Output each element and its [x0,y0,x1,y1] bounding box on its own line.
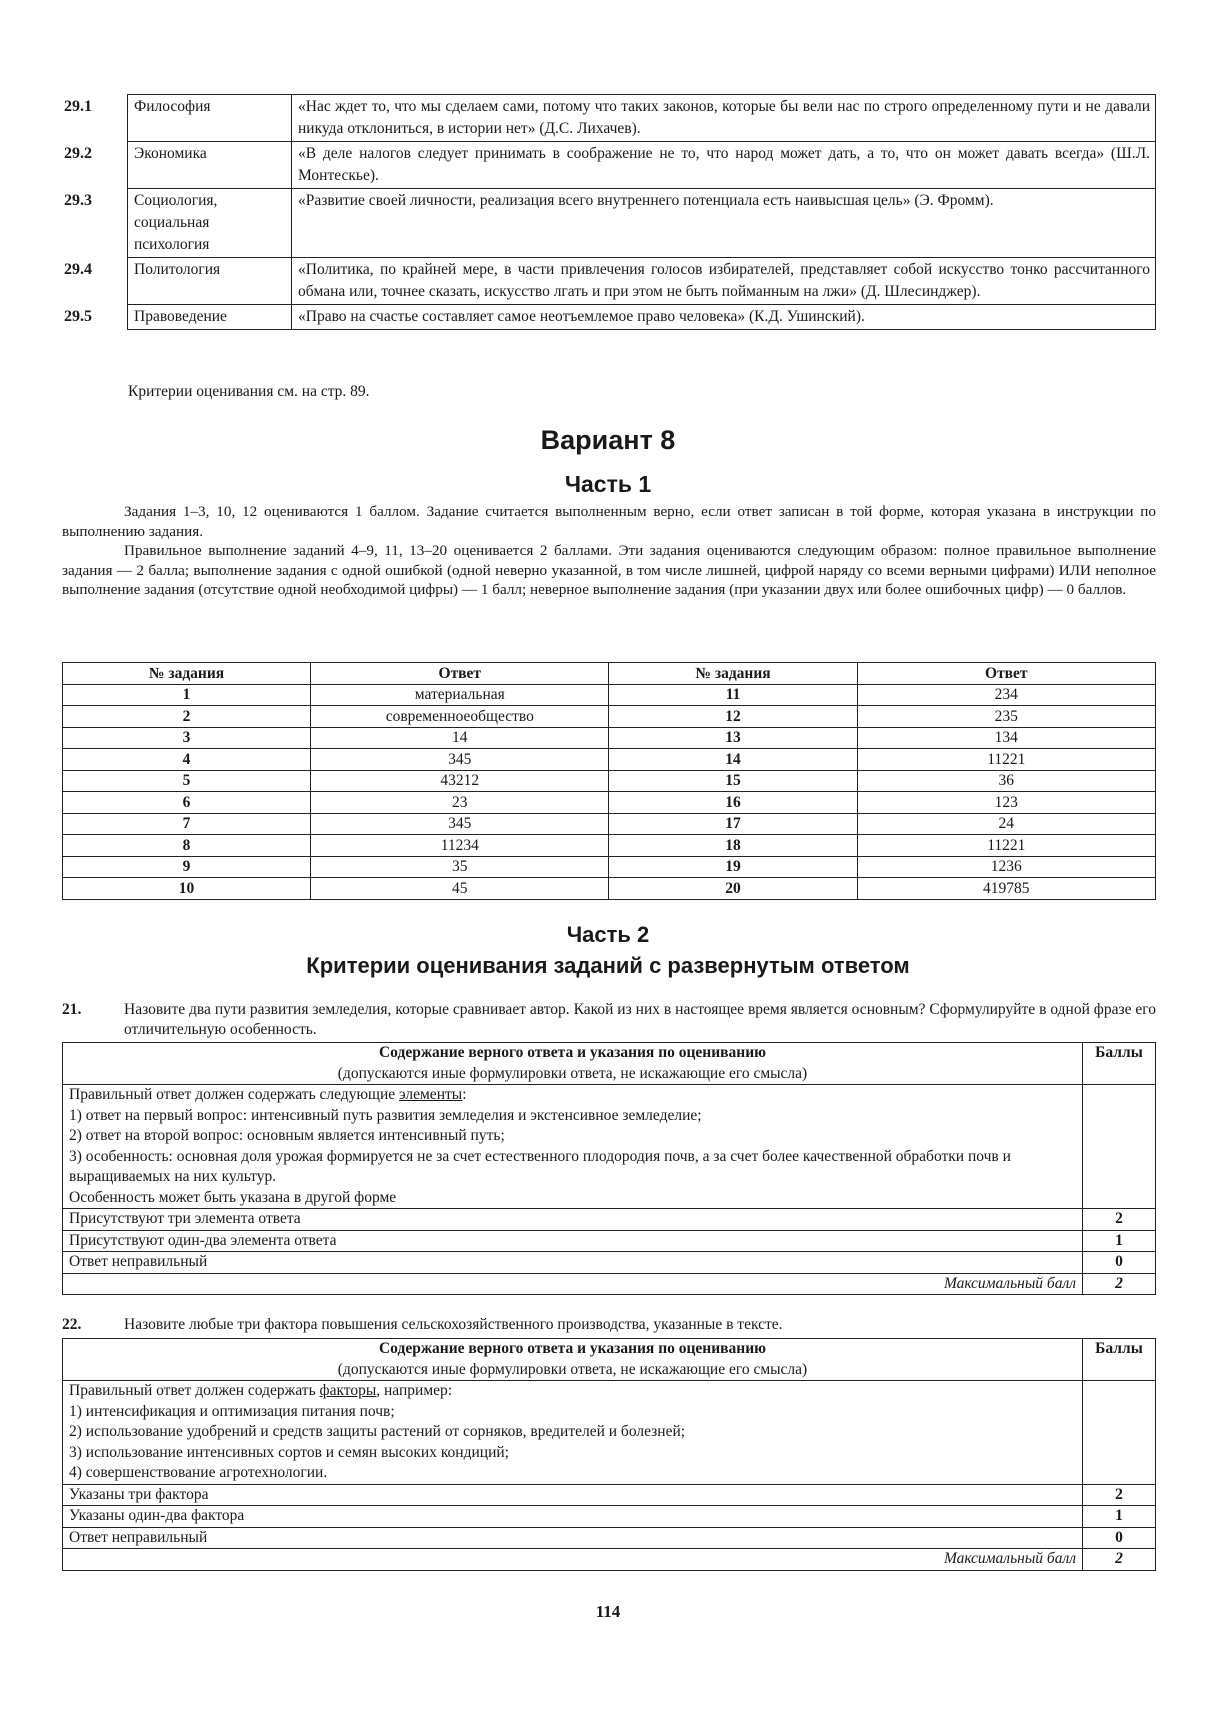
criteria-header-note: (допускаются иные формулировки ответа, не искажающие его смысла) [337,1360,808,1378]
task-21-question [62,1000,1156,1039]
page-number: 114 [595,1602,621,1621]
essay-topics-table [64,94,1156,330]
scoring-row [63,1230,1156,1252]
task-22-question [62,1315,1156,1335]
table-row [63,706,1156,728]
scoring-row [63,1506,1156,1528]
max-score-row [63,1273,1156,1295]
topic-quote: «Право на счастье составляет самое неотъемлемое право человека» (К.Д. Ушинский). [292,305,1156,330]
content-line: 3) использование интенсивных сортов и семян высоких кондиций; [69,1443,509,1461]
table-row [63,684,1156,706]
scoring-value: 0 [1083,1252,1156,1274]
score-header: Баллы [1083,1043,1156,1085]
scoring-value: 1 [1083,1506,1156,1528]
variant-title: Вариант 8 [540,425,676,455]
table-row [64,258,1156,305]
intro-suffix: , например: [376,1382,453,1399]
topic-quote: «В деле налогов следует принимать в соображение не то, что народ может дать, а то, что он может давать всегда» (Ш.Л. Монтескье). [292,142,1156,189]
max-score-value: 2 [1083,1273,1156,1295]
answer-cell: 45 [311,878,609,900]
scoring-row [63,1209,1156,1231]
task-number-cell: 8 [63,835,311,857]
part2-subtitle: Критерии оценивания заданий с развернутым ответом [306,953,910,978]
answer-cell: материальная [311,684,609,706]
answer-cell: 24 [857,813,1155,835]
task-22-criteria-table [62,1338,1156,1571]
criteria-header [63,1043,1083,1085]
intro-text: Правильный ответ должен содержать следующие [69,1086,400,1103]
score-cell-empty [1083,1381,1156,1485]
task-number-cell: 11 [609,684,857,706]
part1-title: Часть 1 [564,471,652,497]
table-row [63,878,1156,900]
task-number-cell: 4 [63,749,311,771]
answer-cell: 11234 [311,835,609,857]
table-row [63,813,1156,835]
task-number-cell: 19 [609,856,857,878]
answers-table [62,662,1156,900]
answer-cell: 123 [857,792,1155,814]
task-number-cell: 12 [609,706,857,728]
scoring-label: Присутствуют один-два элемента ответа [63,1230,1083,1252]
task-number-cell: 7 [63,813,311,835]
scoring-label: Указаны один-два фактора [63,1506,1083,1528]
intro-keyword: факторы [319,1382,377,1399]
table-row [63,792,1156,814]
content-line: 1) интенсификация и оптимизация питания почв; [69,1402,395,1420]
answer-cell: 1236 [857,856,1155,878]
task-number-cell: 10 [63,878,311,900]
task-number-cell: 1 [63,684,311,706]
part1-instructions [62,502,1156,600]
scoring-row [63,1484,1156,1506]
answer-cell: 345 [311,749,609,771]
column-header: № задания [63,663,311,685]
task-number: 22. [62,1316,82,1333]
topic-number: 29.3 [64,191,92,209]
scoring-label: Ответ неправильный [63,1252,1083,1274]
table-row [64,305,1156,330]
answer-cell: современноеобщество [311,706,609,728]
task-number-cell: 20 [609,878,857,900]
content-line: 2) ответ на второй вопрос: основным является интенсивный путь; [69,1127,505,1144]
task-number-cell: 6 [63,792,311,814]
table-row [64,142,1156,189]
topic-quote: «Нас ждет то, что мы сделаем сами, потому что таких законов, которые бы вели нас по строго определенному пути и не давали никуда отклониться, в истории нет» (Д.С. Лихачев). [292,95,1156,142]
topic-quote: «Развитие своей личности, реализация всего внутреннего потенциала есть наивысшая цель» (Э. Фромм). [292,189,1156,258]
task-21-criteria-table [62,1042,1156,1295]
criteria-content-row [63,1085,1156,1209]
task-number-cell: 15 [609,770,857,792]
criteria-reference: Критерии оценивания см. на стр. 89. [128,383,370,400]
task-number-cell: 2 [63,706,311,728]
content-line: 2) использование удобрений и средств защиты растений от сорняков, вредителей и болезней; [69,1423,686,1440]
column-header: Ответ [857,663,1155,685]
table-row [63,835,1156,857]
intro-text: Правильный ответ должен содержать [69,1382,320,1399]
criteria-content-row [63,1381,1156,1485]
criteria-content [63,1085,1083,1209]
criteria-header-title: Содержание верного ответа и указания по оцениванию [378,1340,766,1357]
scoring-value: 2 [1083,1209,1156,1231]
topic-number: 29.4 [64,260,92,278]
topic-number: 29.5 [64,307,92,325]
content-line: 1) ответ на первый вопрос: интенсивный путь развития земледелия и экстенсивное земледелие; [69,1106,702,1124]
content-intro [69,1085,1076,1106]
table-header-row [63,663,1156,685]
instruction-paragraph: Задания 1–3, 10, 12 оцениваются 1 баллом. Задание считается выполненным верно, если ответ записан в той форме, которая указана в инструкции по выполнению задания. [62,503,1156,540]
task-number-cell: 3 [63,727,311,749]
table-row [64,95,1156,142]
scoring-value: 0 [1083,1527,1156,1549]
criteria-header [63,1339,1083,1381]
answer-cell: 234 [857,684,1155,706]
max-score-label: Максимальный балл [63,1273,1083,1295]
task-number-cell: 13 [609,727,857,749]
max-score-row [63,1549,1156,1571]
answer-cell: 43212 [311,770,609,792]
intro-suffix: : [462,1086,467,1103]
answer-cell: 419785 [857,878,1155,900]
answer-cell: 11221 [857,835,1155,857]
task-number: 21. [62,1001,82,1018]
table-row [64,189,1156,258]
answer-cell: 11221 [857,749,1155,771]
score-cell-empty [1083,1085,1156,1209]
criteria-header-row [63,1339,1156,1381]
instruction-paragraph: Правильное выполнение заданий 4–9, 11, 13–20 оценивается 2 баллами. Эти задания оцениваются следующим образом: полное правильное выполнение задания — 2 балла; выполнение задания с одной ошибкой (одной неверно указанной, в том числе лишней, цифрой наряду со всеми верными цифрами) ИЛИ неполное выполнение задания (отсутствие одной необходимой цифры) — 1 балл; неверное выполнение задания (при указании двух или более ошибочных цифр) — 0 баллов. [62,542,1156,598]
topic-field: Политология [128,258,292,305]
scoring-label: Ответ неправильный [63,1527,1083,1549]
column-header: Ответ [311,663,609,685]
table-row [63,856,1156,878]
scoring-label: Указаны три фактора [63,1484,1083,1506]
answer-cell: 23 [311,792,609,814]
topic-number: 29.1 [64,97,92,115]
task-number-cell: 9 [63,856,311,878]
content-line: Особенность может быть указана в другой форме [69,1188,397,1206]
scoring-label: Присутствуют три элемента ответа [63,1209,1083,1231]
scoring-row [63,1252,1156,1274]
task-number-cell: 17 [609,813,857,835]
answer-cell: 35 [311,856,609,878]
score-header: Баллы [1083,1339,1156,1381]
topic-field: Правоведение [128,305,292,330]
scoring-value: 1 [1083,1230,1156,1252]
answer-cell: 235 [857,706,1155,728]
task-number-cell: 14 [609,749,857,771]
task-text: Назовите любые три фактора повышения сельскохозяйственного производства, указанные в тексте. [124,1316,783,1333]
task-number-cell: 18 [609,835,857,857]
answer-cell: 345 [311,813,609,835]
table-row [63,727,1156,749]
answer-cell: 134 [857,727,1155,749]
topic-field: Экономика [128,142,292,189]
answer-cell: 14 [311,727,609,749]
task-number-cell: 5 [63,770,311,792]
scoring-row [63,1527,1156,1549]
topic-number: 29.2 [64,144,92,162]
criteria-header-row [63,1043,1156,1085]
max-score-label: Максимальный балл [63,1549,1083,1571]
topic-quote: «Политика, по крайней мере, в части привлечения голосов избирателей, представляет собой искусство тонко рассчитанного обмана или, точнее сказать, искусство лгать и при этом не быть пойманным на лжи» (Д. Шлесинджер). [292,258,1156,305]
part2-title: Часть 2 [566,922,650,947]
answer-cell: 36 [857,770,1155,792]
task-number-cell: 16 [609,792,857,814]
topic-field: Социология, социальная психология [128,189,292,258]
content-line: 4) совершенствование агротехнологии. [69,1464,328,1481]
content-line: 3) особенность: основная доля урожая формируется не за счет естественного плодородия почв, а за счет более качественной обработки почв и выращиваемых на них культур. [69,1147,1011,1185]
table-row [63,749,1156,771]
scoring-value: 2 [1083,1484,1156,1506]
intro-keyword: элементы [399,1086,463,1103]
topic-field: Философия [128,95,292,142]
column-header: № задания [609,663,857,685]
criteria-content [63,1381,1083,1485]
criteria-header-title: Содержание верного ответа и указания по оцениванию [378,1044,766,1061]
content-intro [69,1381,1076,1402]
max-score-value: 2 [1083,1549,1156,1571]
task-text: Назовите два пути развития земледелия, которые сравнивает автор. Какой из них в настоящее время является основным? Сформулируйте в одной фразе его отличительную особенность. [124,1001,1156,1038]
table-row [63,770,1156,792]
criteria-header-note: (допускаются иные формулировки ответа, не искажающие его смысла) [337,1064,808,1082]
